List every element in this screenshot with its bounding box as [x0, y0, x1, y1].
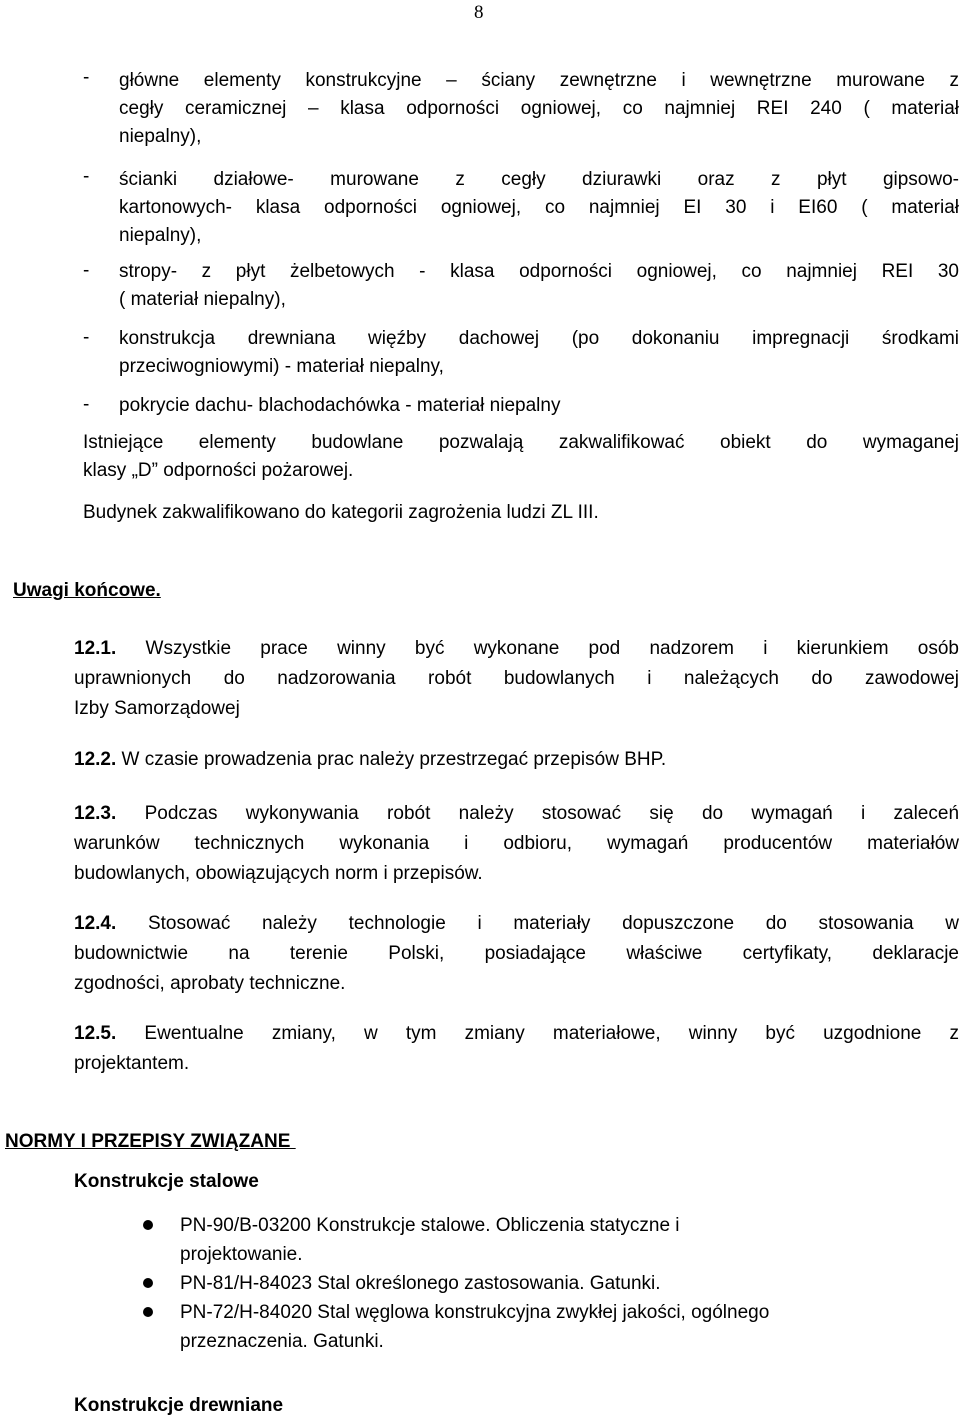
- note-line: Podczas wykonywania robót należy stosować się do wymagań i zaleceń: [144, 803, 960, 824]
- note-line: Wszystkie prace winny być wykonane pod nadzorem i kierunkiem osób: [145, 638, 960, 659]
- note-line: budownictwie na terenie Polski, posiadające właściwe certyfikaty, deklaracje: [74, 943, 959, 964]
- list-item: [119, 166, 959, 250]
- final-notes-heading: Uwagi końcowe.: [13, 580, 161, 601]
- list-item-line: niepalny),: [119, 126, 202, 147]
- list-item-line: cegły ceramicznej – klasa odporności ogniowej, co najmniej REI 240 ( materiał: [119, 98, 959, 119]
- list-item-line: główne elementy konstrukcyjne – ściany zewnętrzne i wewnętrzne murowane z: [119, 70, 959, 91]
- note-line: warunków technicznych wykonania i odbioru, wymagań producentów materiałów: [74, 833, 959, 854]
- note-line: budowlanych, obowiązujących norm i przepisów.: [74, 863, 483, 884]
- list-item-line: kartonowych- klasa odporności ogniowej, co najmniej EI 30 i EI60 ( materiał: [119, 197, 959, 218]
- list-item-line: ścianki działowe- murowane z cegły dziurawki oraz z płyt gipsowo-: [119, 169, 959, 190]
- bullet-dot-icon: [143, 1307, 153, 1317]
- paragraph-line: klasy „D” odporności pożarowej.: [83, 460, 354, 481]
- norms-heading: NORMY I PRZEPISY ZWIĄZANE: [5, 1131, 296, 1152]
- list-item-line: ( materiał niepalny),: [119, 289, 286, 310]
- norm-item: [180, 1269, 880, 1298]
- note-number: 12.5.: [74, 1023, 117, 1044]
- zl-paragraph: Budynek zakwalifikowano do kategorii zagrożenia ludzi ZL III.: [83, 502, 599, 523]
- list-dash: -: [83, 260, 90, 281]
- class-paragraph: [83, 429, 959, 485]
- list-item-line: niepalny),: [119, 225, 202, 246]
- note-number: 12.3.: [74, 803, 117, 824]
- note-line: Stosować należy technologie i materiały dopuszczone do stosowania w: [147, 913, 959, 934]
- note-number: 12.1.: [74, 638, 117, 659]
- list-item-line: stropy- z płyt żelbetowych - klasa odporności ogniowej, co najmniej REI 30: [119, 261, 959, 282]
- steel-heading: Konstrukcje stalowe: [74, 1171, 259, 1192]
- note-line: Ewentualne zmiany, w tym zmiany materiałowe, winny być uzgodnione z: [144, 1023, 960, 1044]
- paragraph-line: Istniejące elementy budowlane pozwalają zakwalifikować obiekt do wymaganej: [83, 432, 959, 453]
- note-12-5: [74, 1019, 959, 1079]
- norm-line: PN-90/B-03200 Konstrukcje stalowe. Obliczenia statyczne i: [180, 1215, 680, 1236]
- list-item: [119, 392, 959, 420]
- list-item-line: przeciwogniowymi) - materiał niepalny,: [119, 356, 444, 377]
- list-item-line: pokrycie dachu- blachodachówka - materiał niepalny: [119, 395, 561, 416]
- note-12-4: [74, 909, 959, 999]
- norm-line: PN-72/H-84020 Stal węglowa konstrukcyjna zwykłej jakości, ogólnego: [180, 1302, 770, 1323]
- bullet-dot-icon: [143, 1278, 153, 1288]
- note-12-1: [74, 634, 959, 724]
- note-line: zgodności, aprobaty techniczne.: [74, 973, 346, 994]
- note-number: 12.4.: [74, 913, 117, 934]
- norm-line: PN-81/H-84023 Stal określonego zastosowania. Gatunki.: [180, 1273, 661, 1294]
- bullet-dot-icon: [143, 1220, 153, 1230]
- norm-item: [180, 1211, 880, 1269]
- list-item: [119, 258, 959, 314]
- list-item: [119, 325, 959, 381]
- note-12-3: [74, 799, 959, 889]
- list-item-line: konstrukcja drewniana więźby dachowej (po dokonaniu impregnacji środkami: [119, 328, 959, 349]
- list-dash: -: [83, 327, 90, 348]
- note-12-2: [74, 745, 959, 775]
- note-line: projektantem.: [74, 1053, 190, 1074]
- list-item: [119, 67, 959, 151]
- norm-line: przeznaczenia. Gatunki.: [180, 1331, 384, 1352]
- note-line: uprawnionych do nadzorowania robót budowlanych i należących do zawodowej: [74, 668, 959, 689]
- norm-line: projektowanie.: [180, 1244, 303, 1265]
- note-number: 12.2.: [74, 749, 117, 770]
- wood-heading: Konstrukcje drewniane: [74, 1395, 284, 1416]
- list-dash: -: [83, 67, 90, 88]
- page-number: 8: [474, 2, 484, 23]
- norm-item: [180, 1298, 880, 1356]
- list-dash: -: [83, 394, 90, 415]
- note-line: W czasie prowadzenia prac należy przestrzegać przepisów BHP.: [121, 749, 667, 770]
- note-line: Izby Samorządowej: [74, 698, 240, 719]
- list-dash: -: [83, 166, 90, 187]
